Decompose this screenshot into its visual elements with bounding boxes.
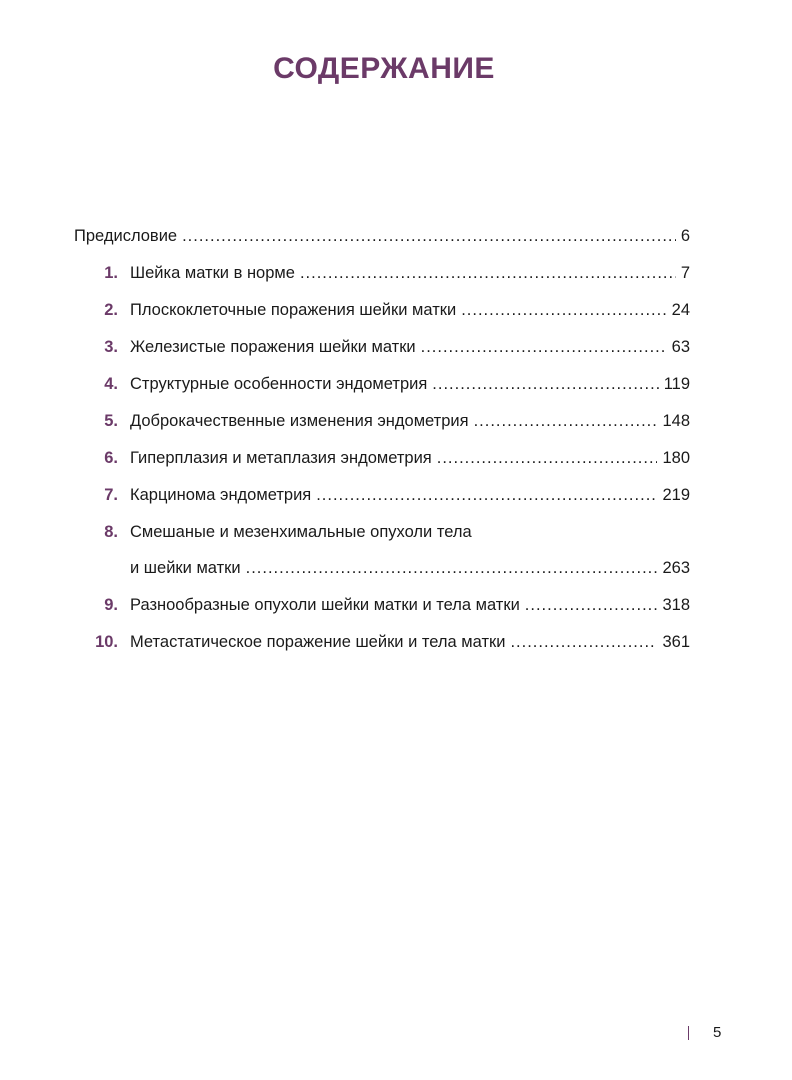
toc-label: Гиперплазия и метаплазия эндометрия bbox=[130, 449, 432, 467]
toc-entry-body bbox=[130, 446, 690, 470]
toc-entry-chapter-5[interactable] bbox=[74, 409, 690, 446]
toc-label: Метастатическое поражение шейки и тела матки bbox=[130, 633, 506, 651]
dot-leader bbox=[300, 261, 676, 285]
dot-leader bbox=[510, 630, 657, 654]
toc-number: 1. bbox=[104, 264, 118, 282]
toc-number: 6. bbox=[104, 449, 118, 467]
dot-leader bbox=[525, 593, 658, 617]
toc-entry-body bbox=[130, 593, 690, 617]
toc-number: 9. bbox=[104, 596, 118, 614]
toc-label: Структурные особенности эндометрия bbox=[130, 375, 428, 393]
toc-number: 7. bbox=[104, 486, 118, 504]
toc-label: Железистые поражения шейки матки bbox=[130, 338, 416, 356]
dot-leader bbox=[421, 335, 667, 359]
toc-page: 63 bbox=[671, 338, 690, 356]
dot-leader bbox=[182, 224, 676, 248]
table-of-contents bbox=[74, 224, 690, 667]
toc-entry-body bbox=[130, 298, 690, 322]
toc-entry-preface[interactable] bbox=[74, 224, 690, 261]
toc-entry-chapter-2[interactable] bbox=[74, 298, 690, 335]
toc-entry-chapter-7[interactable] bbox=[74, 483, 690, 520]
dot-leader bbox=[474, 409, 658, 433]
dot-leader bbox=[461, 298, 666, 322]
toc-entry-body bbox=[130, 372, 690, 396]
toc-page: 318 bbox=[662, 596, 690, 614]
toc-number: 8. bbox=[104, 523, 118, 541]
toc-entry-chapter-3[interactable] bbox=[74, 335, 690, 372]
footer-divider bbox=[688, 1026, 689, 1040]
toc-label: Разнообразные опухоли шейки матки и тела матки bbox=[130, 596, 520, 614]
toc-number: 2. bbox=[104, 301, 118, 319]
toc-page: 6 bbox=[680, 227, 690, 245]
toc-entry-body bbox=[130, 335, 690, 359]
toc-page: 119 bbox=[663, 375, 690, 393]
toc-page: 361 bbox=[662, 633, 690, 651]
page-number: 5 bbox=[713, 1024, 722, 1041]
toc-label: Доброкачественные изменения эндометрия bbox=[130, 412, 469, 430]
dot-leader bbox=[437, 446, 658, 470]
toc-number: 10. bbox=[95, 633, 118, 651]
toc-label: Карцинома эндометрия bbox=[130, 486, 312, 504]
toc-entry-body bbox=[130, 630, 690, 654]
page-footer bbox=[688, 1024, 721, 1041]
page-title: СОДЕРЖАНИЕ bbox=[273, 52, 495, 85]
toc-number: 5. bbox=[104, 412, 118, 430]
toc-number: 4. bbox=[104, 375, 118, 393]
toc-page: 24 bbox=[671, 301, 690, 319]
toc-number: 3. bbox=[104, 338, 118, 356]
toc-entry-chapter-6[interactable] bbox=[74, 446, 690, 483]
dot-leader bbox=[316, 483, 657, 507]
toc-entry-continuation bbox=[130, 556, 690, 580]
toc-page: 219 bbox=[662, 486, 690, 504]
toc-entry-chapter-10[interactable] bbox=[74, 630, 690, 667]
toc-entry-body bbox=[130, 520, 690, 580]
toc-page: 7 bbox=[680, 264, 690, 282]
toc-page: 263 bbox=[662, 559, 690, 577]
toc-entry-body bbox=[74, 224, 690, 248]
toc-page: 148 bbox=[662, 412, 690, 430]
toc-label: Предисловие bbox=[74, 227, 178, 245]
toc-label: Плоскоклеточные поражения шейки матки bbox=[130, 301, 457, 319]
toc-page: 180 bbox=[662, 449, 690, 467]
toc-entry-chapter-9[interactable] bbox=[74, 593, 690, 630]
dot-leader bbox=[246, 556, 658, 580]
toc-entry-body bbox=[130, 483, 690, 507]
toc-label: Шейка матки в норме bbox=[130, 264, 295, 282]
toc-entry-chapter-8[interactable] bbox=[74, 520, 690, 593]
toc-entry-chapter-4[interactable] bbox=[74, 372, 690, 409]
toc-label-continuation: и шейки матки bbox=[130, 559, 241, 577]
toc-label: Смешаные и мезенхимальные опухоли тела bbox=[130, 523, 472, 541]
toc-entry-chapter-1[interactable] bbox=[74, 261, 690, 298]
dot-leader bbox=[432, 372, 658, 396]
toc-entry-body bbox=[130, 409, 690, 433]
toc-entry-body bbox=[130, 261, 690, 285]
